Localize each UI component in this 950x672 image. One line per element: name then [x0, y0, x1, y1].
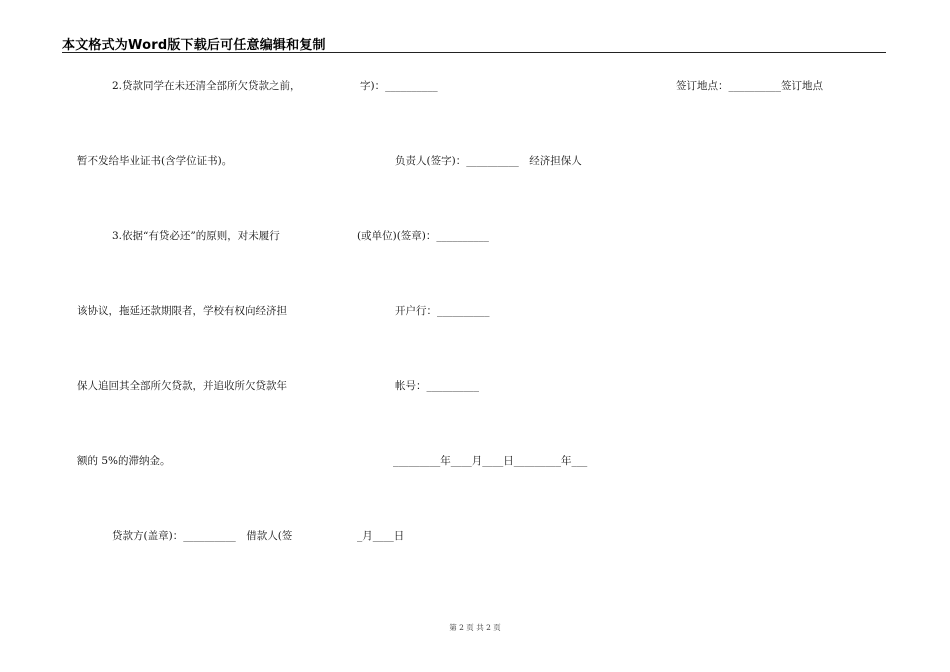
- left-line-3: 3.依据“有贷必还”的原则，对未履行: [112, 230, 280, 242]
- right-line-1: 签订地点：__________签订地点: [676, 80, 823, 92]
- middle-line-3: (或单位)(签章)：__________: [357, 230, 489, 242]
- left-line-6: 额的 5%的滞纳金。: [77, 455, 171, 467]
- left-line-2: 暂不发给毕业证书(含学位证书)。: [77, 155, 233, 167]
- left-line-1: 2.贷款同学在未还清全部所欠贷款之前，: [112, 80, 301, 92]
- middle-line-5: 帐号：__________: [395, 380, 479, 392]
- middle-line-4: 开户行：__________: [395, 305, 490, 317]
- document-header: [62, 34, 886, 53]
- middle-line-2: 负责人(签字)：__________ 经济担保人: [395, 155, 582, 167]
- middle-line-7: _月____日: [357, 530, 405, 542]
- left-line-5: 保人追回其全部所欠贷款，并追收所欠贷款年: [77, 380, 287, 392]
- page-footer: 第 2 页 共 2 页: [449, 623, 501, 632]
- middle-line-6: _________年____月____日_________年___: [393, 455, 588, 467]
- header-title: 本文格式为Word版下载后可任意编辑和复制: [62, 38, 326, 53]
- middle-line-1: 字)：__________: [360, 80, 438, 92]
- left-line-7: 贷款方(盖章)：__________ 借款人(签: [112, 530, 293, 542]
- left-line-4: 该协议，拖延还款期限者，学校有权向经济担: [77, 305, 287, 317]
